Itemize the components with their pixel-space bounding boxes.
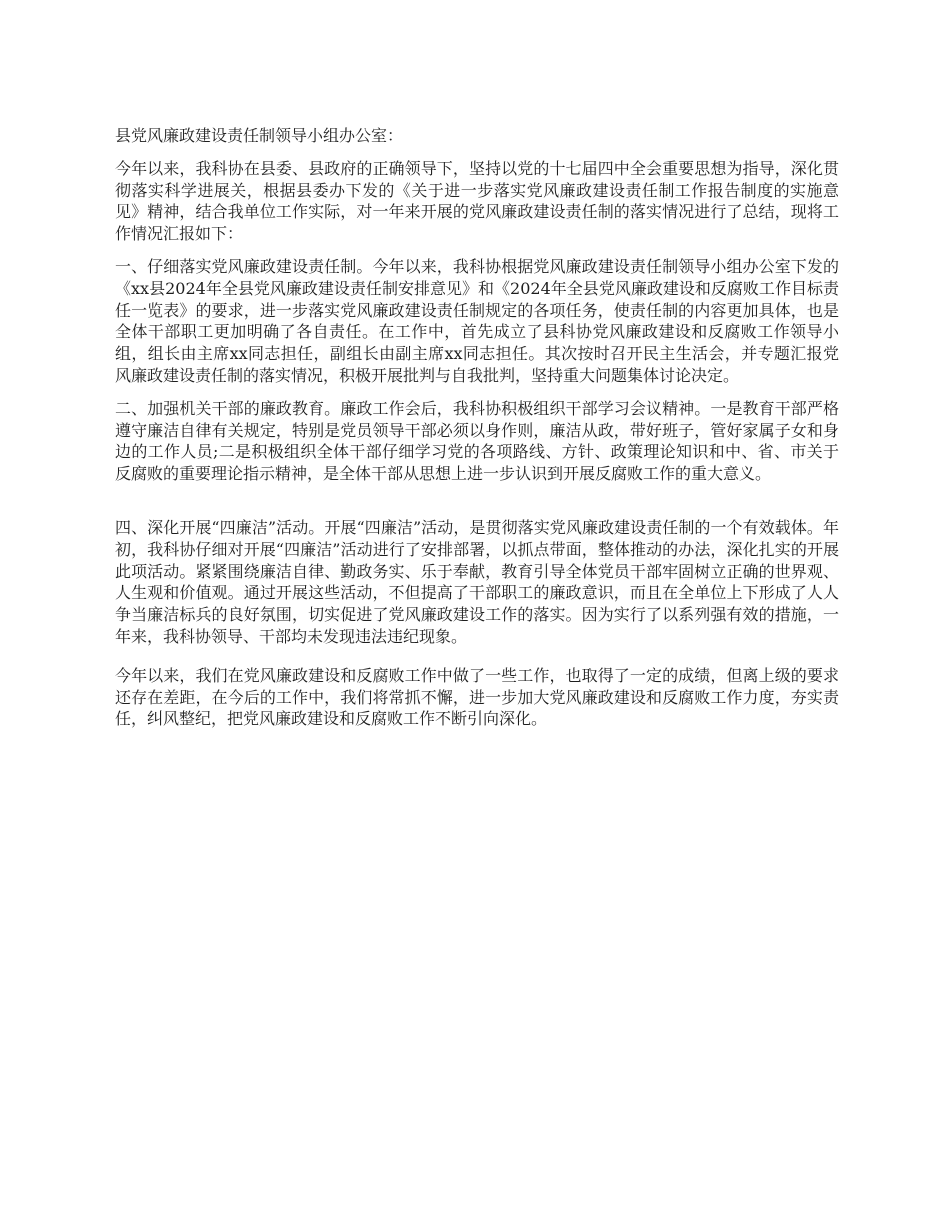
salutation: 县党风廉政建设责任制领导小组办公室： xyxy=(115,126,404,145)
paragraph-intro: 今年以来，我科协在县委、县政府的正确领导下，坚持以党的十七届四中全会重要思想为指导，深化贯彻落实科学进展关，根据县委办下发的《关于进一步落实党风廉政建设责任制工作报告制度的实施意见》精神，结合我单位工作实际，对一年来开展的党风廉政建设责任制的落实情况进行了总结，现将工作情况汇报如下： xyxy=(115,158,839,244)
paragraph-section-2: 二、加强机关干部的廉政教育。廉政工作会后，我科协积极组织干部学习会议精神。一是教育干部严格遵守廉洁自律有关规定，特别是党员领导干部必须以身作则，廉洁从政，带好班子，管好家属子女和身边的工作人员;二是积极组织全体干部仔细学习党的各项路线、方针、政策理论知识和中、省、市关于反腐败的重要理论指示精神，是全体干部从思想上进一步认识到开展反腐败工作的重大意义。 xyxy=(115,398,839,484)
paragraph-conclusion: 今年以来，我们在党风廉政建设和反腐败工作中做了一些工作，也取得了一定的成绩，但离上级的要求还存在差距，在今后的工作中，我们将常抓不懈，进一步加大党风廉政建设和反腐败工作力度，夯实责任，纠风整纪，把党风廉政建设和反腐败工作不断引向深化。 xyxy=(115,665,839,729)
paragraph-section-4: 四、深化开展“四廉洁”活动。开展“四廉洁”活动，是贯彻落实党风廉政建设责任制的一个有效载体。年初，我科协仔细对开展“四廉洁”活动进行了安排部署，以抓点带面，整体推动的办法，深化扎实的开展此项活动。紧紧围绕廉洁自律、勤政务实、乐于奉献，教育引导全体党员干部牢固树立正确的世界观、人生观和价值观。通过开展这些活动，不但提高了干部职工的廉政意识，而且在全单位上下形成了人人争当廉洁标兵的良好氛围，切实促进了党风廉政建设工作的落实。因为实行了以系列强有效的措施，一年来，我科协领导、干部均未发现违法违纪现象。 xyxy=(115,517,839,646)
paragraph-section-1: 一、仔细落实党风廉政建设责任制。今年以来，我科协根据党风廉政建设责任制领导小组办公室下发的《xx县2024年全县党风廉政建设责任制安排意见》和《2024年全县党风廉政建设和反腐败工作目标责任一览表》的要求，进一步落实党风廉政建设责任制规定的各项任务，使责任制的内容更加具体，也是全体干部职工更加明确了各自责任。在工作中，首先成立了县科协党风廉政建设和反腐败工作领导小组，组长由主席xx同志担任，副组长由副主席xx同志担任。其次按时召开民主生活会，并专题汇报党风廉政建设责任制的落实情况，积极开展批判与自我批判，坚持重大问题集体讨论决定。 xyxy=(115,256,839,385)
document-body xyxy=(115,125,839,741)
